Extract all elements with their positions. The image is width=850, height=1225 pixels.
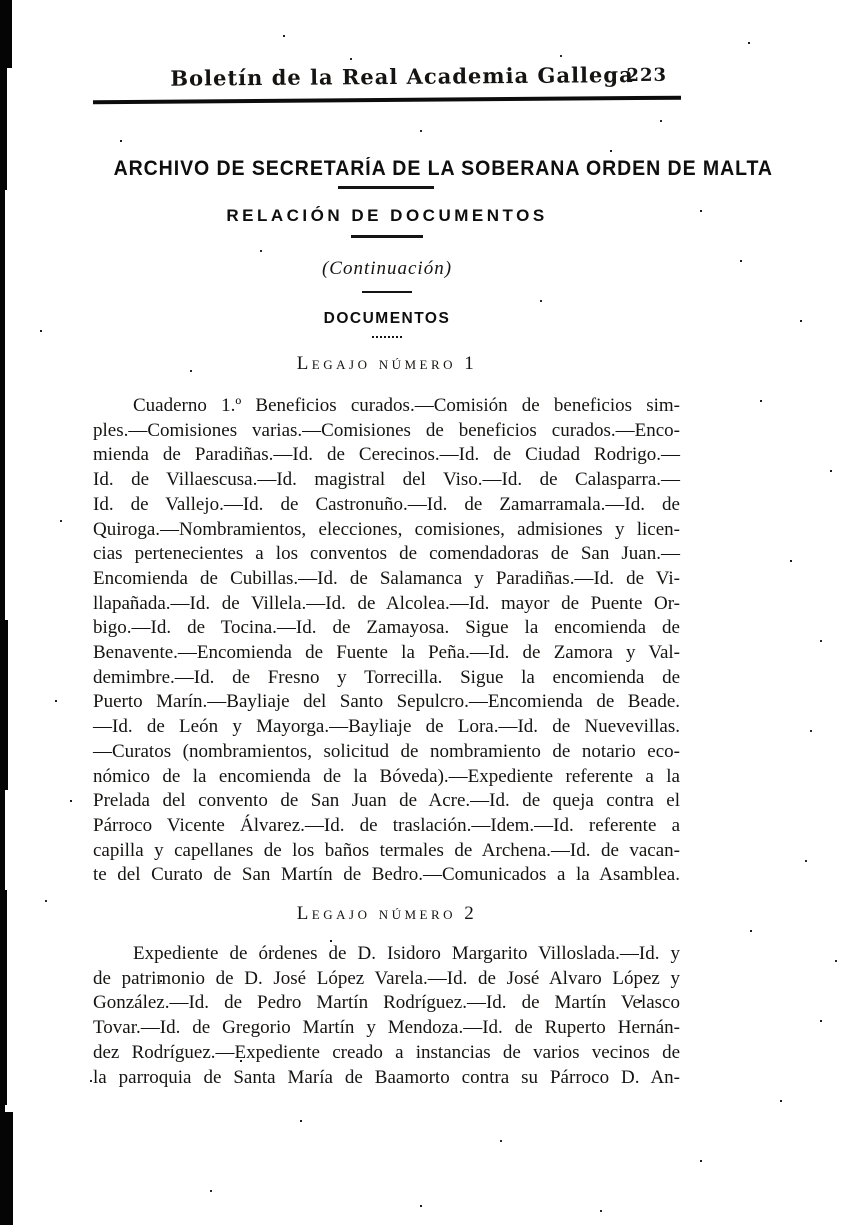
text-line: Encomienda de Cubillas.—Id. de Salamanca y Paradiñas.—Id. de Vi- (93, 567, 680, 589)
text-line: Benavente.—Encomienda de Fuente la Peña.—Id. de Zamora y Val- (93, 642, 680, 664)
scan-binding-bar-segment (0, 620, 8, 790)
text-line: Expediente de órdenes de D. Isidoro Margarito Villoslada.—Id. y (133, 943, 680, 964)
text-line: dez Rodríguez.—Expediente creado a instancias de varios vecinos de (93, 1041, 680, 1063)
text-line: Tovar.—Id. de Gregorio Martín y Mendoza.—Id. de Ruperto Hernán- (93, 1017, 680, 1039)
legajo-2-heading: Legajo número 2 (296, 903, 478, 924)
text-line: demimbre.—Id. de Fresno y Torrecilla. Sigue la encomienda de (93, 666, 680, 688)
divider-rule (362, 291, 412, 293)
scan-binding-bar-segment (0, 0, 12, 68)
text-line: mienda de Paradiñas.—Id. de Cerecinos.—Id. de Ciudad Rodrigo.— (93, 444, 680, 466)
text-line: González.—Id. de Pedro Martín Rodríguez.—Id. de Martín Velasco (93, 992, 680, 1014)
text-line: Id. de Vallejo.—Id. de Castronuño.—Id. de Zamarramala.—Id. de (93, 493, 680, 515)
legajo-2-paragraph (93, 942, 680, 1090)
text-line: cias pertenecientes a los conventos de comendadoras de San Juan.— (93, 543, 680, 565)
continuation-note: (Continuación) (321, 258, 453, 279)
legajo-1-heading: Legajo número 1 (296, 353, 478, 374)
running-head (93, 62, 681, 99)
text-line: Id. de Villaescusa.—Id. magistral del Viso.—Id. de Calasparra.— (93, 469, 680, 491)
text-line: Puerto Marín.—Bayliaje del Santo Sepulcro.—Encomienda de Beade. (93, 691, 680, 713)
text-line: te del Curato de San Martín de Bedro.—Comunicados a la Asamblea. (93, 864, 680, 886)
text-line: Quiroga.—Nombramientos, elecciones, comisiones, admisiones y licen- (93, 518, 680, 540)
scan-binding-bar-segment (0, 1112, 13, 1225)
text-line: de patrimonio de D. José López Varela.—Id. de José Alvaro López y (93, 967, 680, 989)
scan-binding-bar-segment (0, 60, 7, 190)
text-line: bigo.—Id. de Tocina.—Id. de Zamayosa. Sigue la encomienda de (93, 617, 680, 639)
divider-rule (351, 235, 423, 238)
scan-binding-bar-segment (0, 890, 7, 1105)
relation-subtitle: RELACIÓN DE DOCUMENTOS (226, 206, 548, 225)
journal-title: Boletín de la Real Academia Gallega (170, 62, 634, 91)
scan-speckles (0, 0, 2, 2)
page-number: 223 (626, 64, 668, 87)
text-line: capilla y capellanes de los baños termales de Archena.—Id. de vacan- (93, 839, 680, 861)
legajo-1-paragraph (93, 394, 680, 888)
divider-rule (338, 186, 434, 189)
archive-title: ARCHIVO DE SECRETARÍA DE LA SOBERANA ORDEN DE MALTA (113, 157, 773, 180)
documents-heading: DOCUMENTOS (323, 310, 451, 327)
text-line: la parroquia de Santa María de Baamorto contra su Párroco D. An- (93, 1066, 680, 1088)
text-line: Prelada del convento de San Juan de Acre.—Id. de queja contra el (93, 790, 680, 812)
text-line: —Id. de León y Mayorga.—Bayliaje de Lora.—Id. de Nuevevillas. (93, 716, 680, 738)
text-line: Párroco Vicente Álvarez.—Id. de traslación.—Idem.—Id. referente a (93, 814, 680, 836)
text-line: —Curatos (nombramientos, solicitud de nombramiento de notario eco- (93, 740, 680, 762)
text-line: Cuaderno 1.º Beneficios curados.—Comisión de beneficios sim- (133, 395, 680, 416)
divider-rule (372, 336, 402, 338)
text-line: ples.—Comisiones varias.—Comisiones de beneficios curados.—Enco- (93, 419, 680, 441)
text-line: llapañada.—Id. de Villela.—Id. de Alcolea.—Id. mayor de Puente Or- (93, 592, 680, 614)
text-line: nómico de la encomienda de la Bóveda).—Expediente referente a la (93, 765, 680, 787)
